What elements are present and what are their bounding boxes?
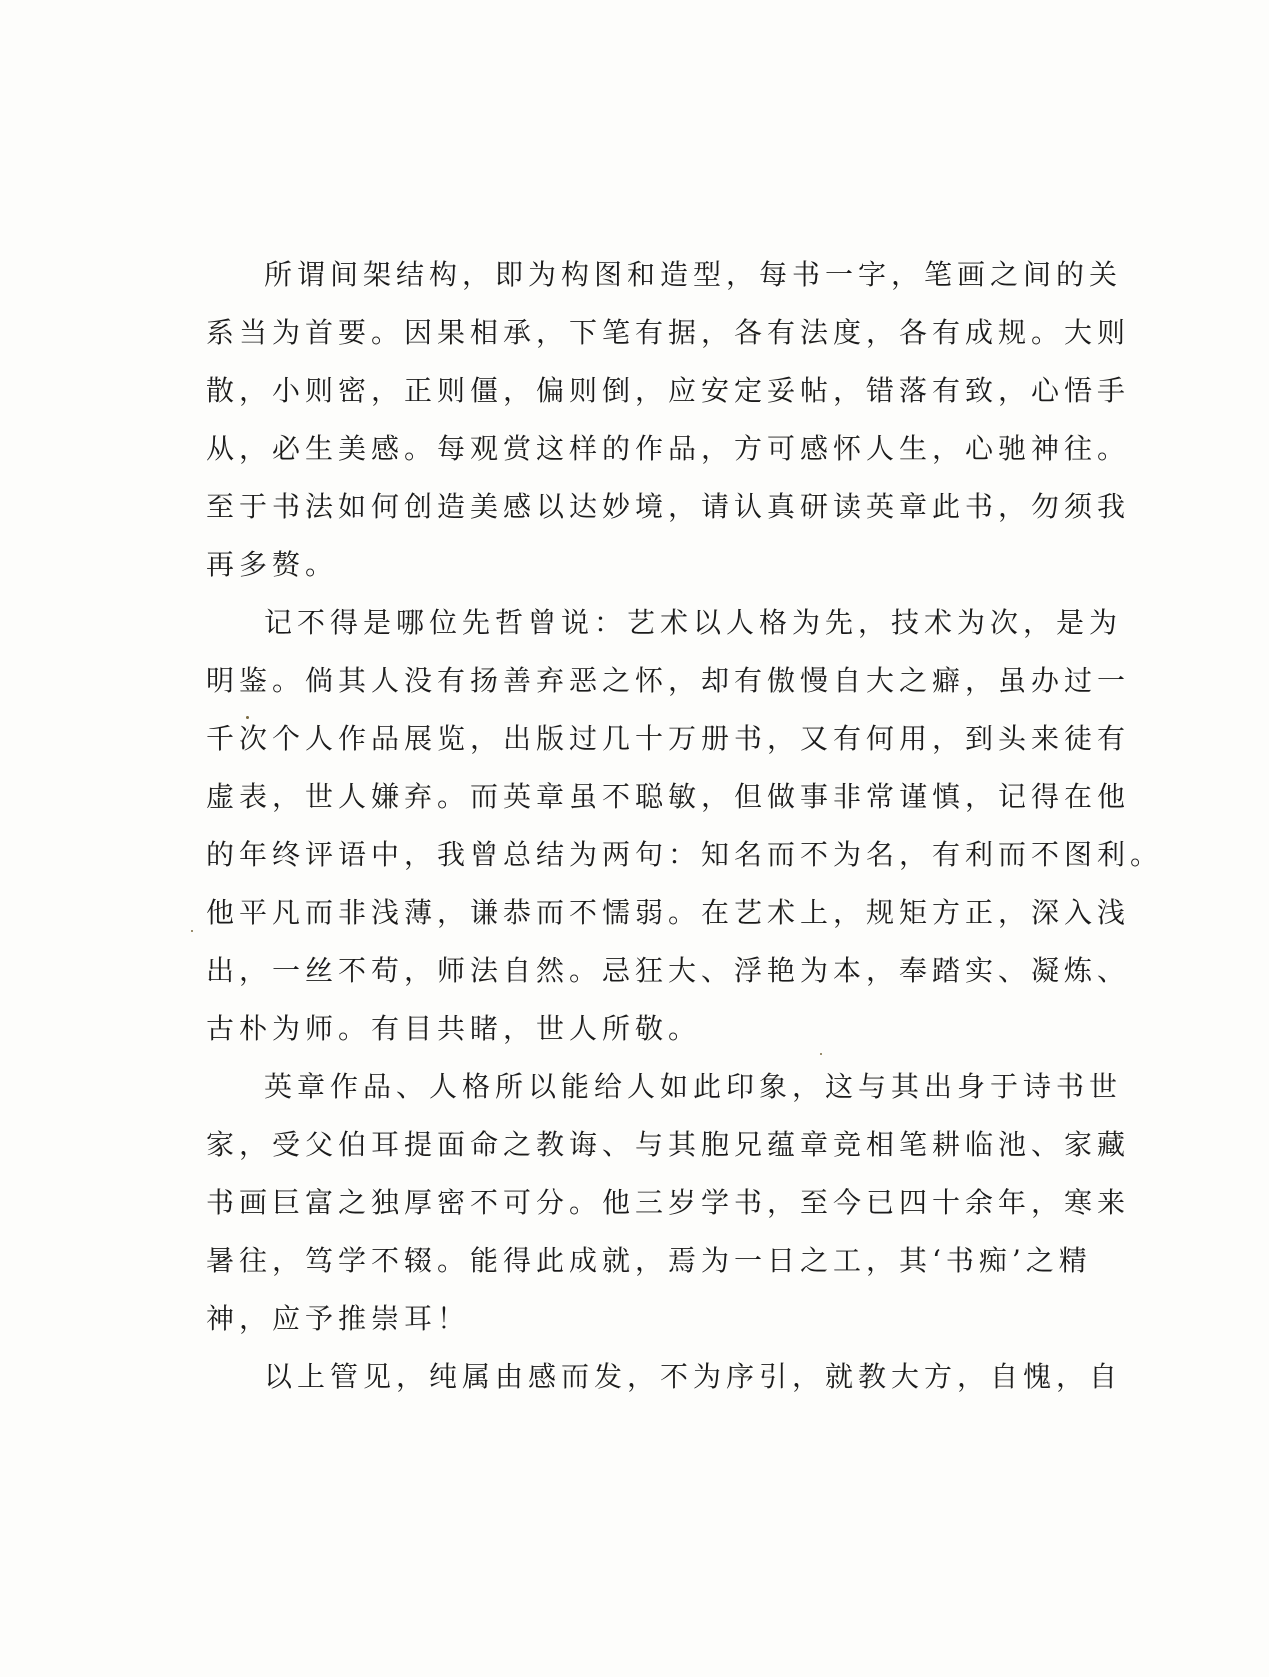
- text-line: 他平凡而非浅薄，谦恭而不懦弱。在艺术上，规矩方正，深入浅: [206, 896, 1131, 929]
- body-text: [206, 246, 1164, 1406]
- text-line: 英章作品、人格所以能给人如此印象，这与其出身于诗书世: [264, 1070, 1123, 1103]
- text-line: 记不得是哪位先哲曾说：艺术以人格为先，技术为次，是为: [264, 606, 1123, 639]
- text-line: 虚表，世人嫌弃。而英章虽不聪敏，但做事非常谨慎，记得在他: [206, 780, 1131, 813]
- scan-speck: [191, 930, 193, 932]
- text-line: 家，受父伯耳提面命之教诲、与其胞兄蕴章竞相笔耕临池、家藏: [206, 1128, 1131, 1161]
- text-line: 再多赘。: [206, 548, 339, 581]
- text-line: 的年终评语中，我曾总结为两句：知名而不为名，有利而不图利。: [206, 838, 1164, 871]
- text-line: 散，小则密，正则僵，偏则倒，应安定妥帖，错落有致，心悟手: [206, 374, 1131, 407]
- text-line: 古朴为师。有目共睹，世人所敬。: [206, 1012, 702, 1045]
- scan-speck: [820, 1053, 822, 1055]
- scan-speck: [246, 716, 249, 719]
- text-line: 千次个人作品展览，出版过几十万册书，又有何用，到头来徒有: [206, 722, 1131, 755]
- text-line: 神，应予推崇耳！: [206, 1302, 471, 1335]
- text-line: 暑往，笃学不辍。能得此成就，焉为一日之工，其‘书痴’之精: [206, 1244, 1092, 1277]
- text-line: 以上管见，纯属由感而发，不为序引，就教大方，自愧，自: [264, 1360, 1123, 1393]
- text-line: 出，一丝不苟，师法自然。忌狂大、浮艳为本，奉踏实、凝炼、: [206, 954, 1131, 987]
- text-line: 从，必生美感。每观赏这样的作品，方可感怀人生，心驰神往。: [206, 432, 1131, 465]
- text-line: 明鉴。倘其人没有扬善弃恶之怀，却有傲慢自大之癖，虽办过一: [206, 664, 1131, 697]
- text-line: 系当为首要。因果相承，下笔有据，各有法度，各有成规。大则: [206, 316, 1131, 349]
- text-line: 书画巨富之独厚密不可分。他三岁学书，至今已四十余年，寒来: [206, 1186, 1131, 1219]
- text-line: 至于书法如何创造美感以达妙境，请认真研读英章此书，勿须我: [206, 490, 1131, 523]
- text-line: 所谓间架结构，即为构图和造型，每书一字，笔画之间的关: [264, 258, 1123, 291]
